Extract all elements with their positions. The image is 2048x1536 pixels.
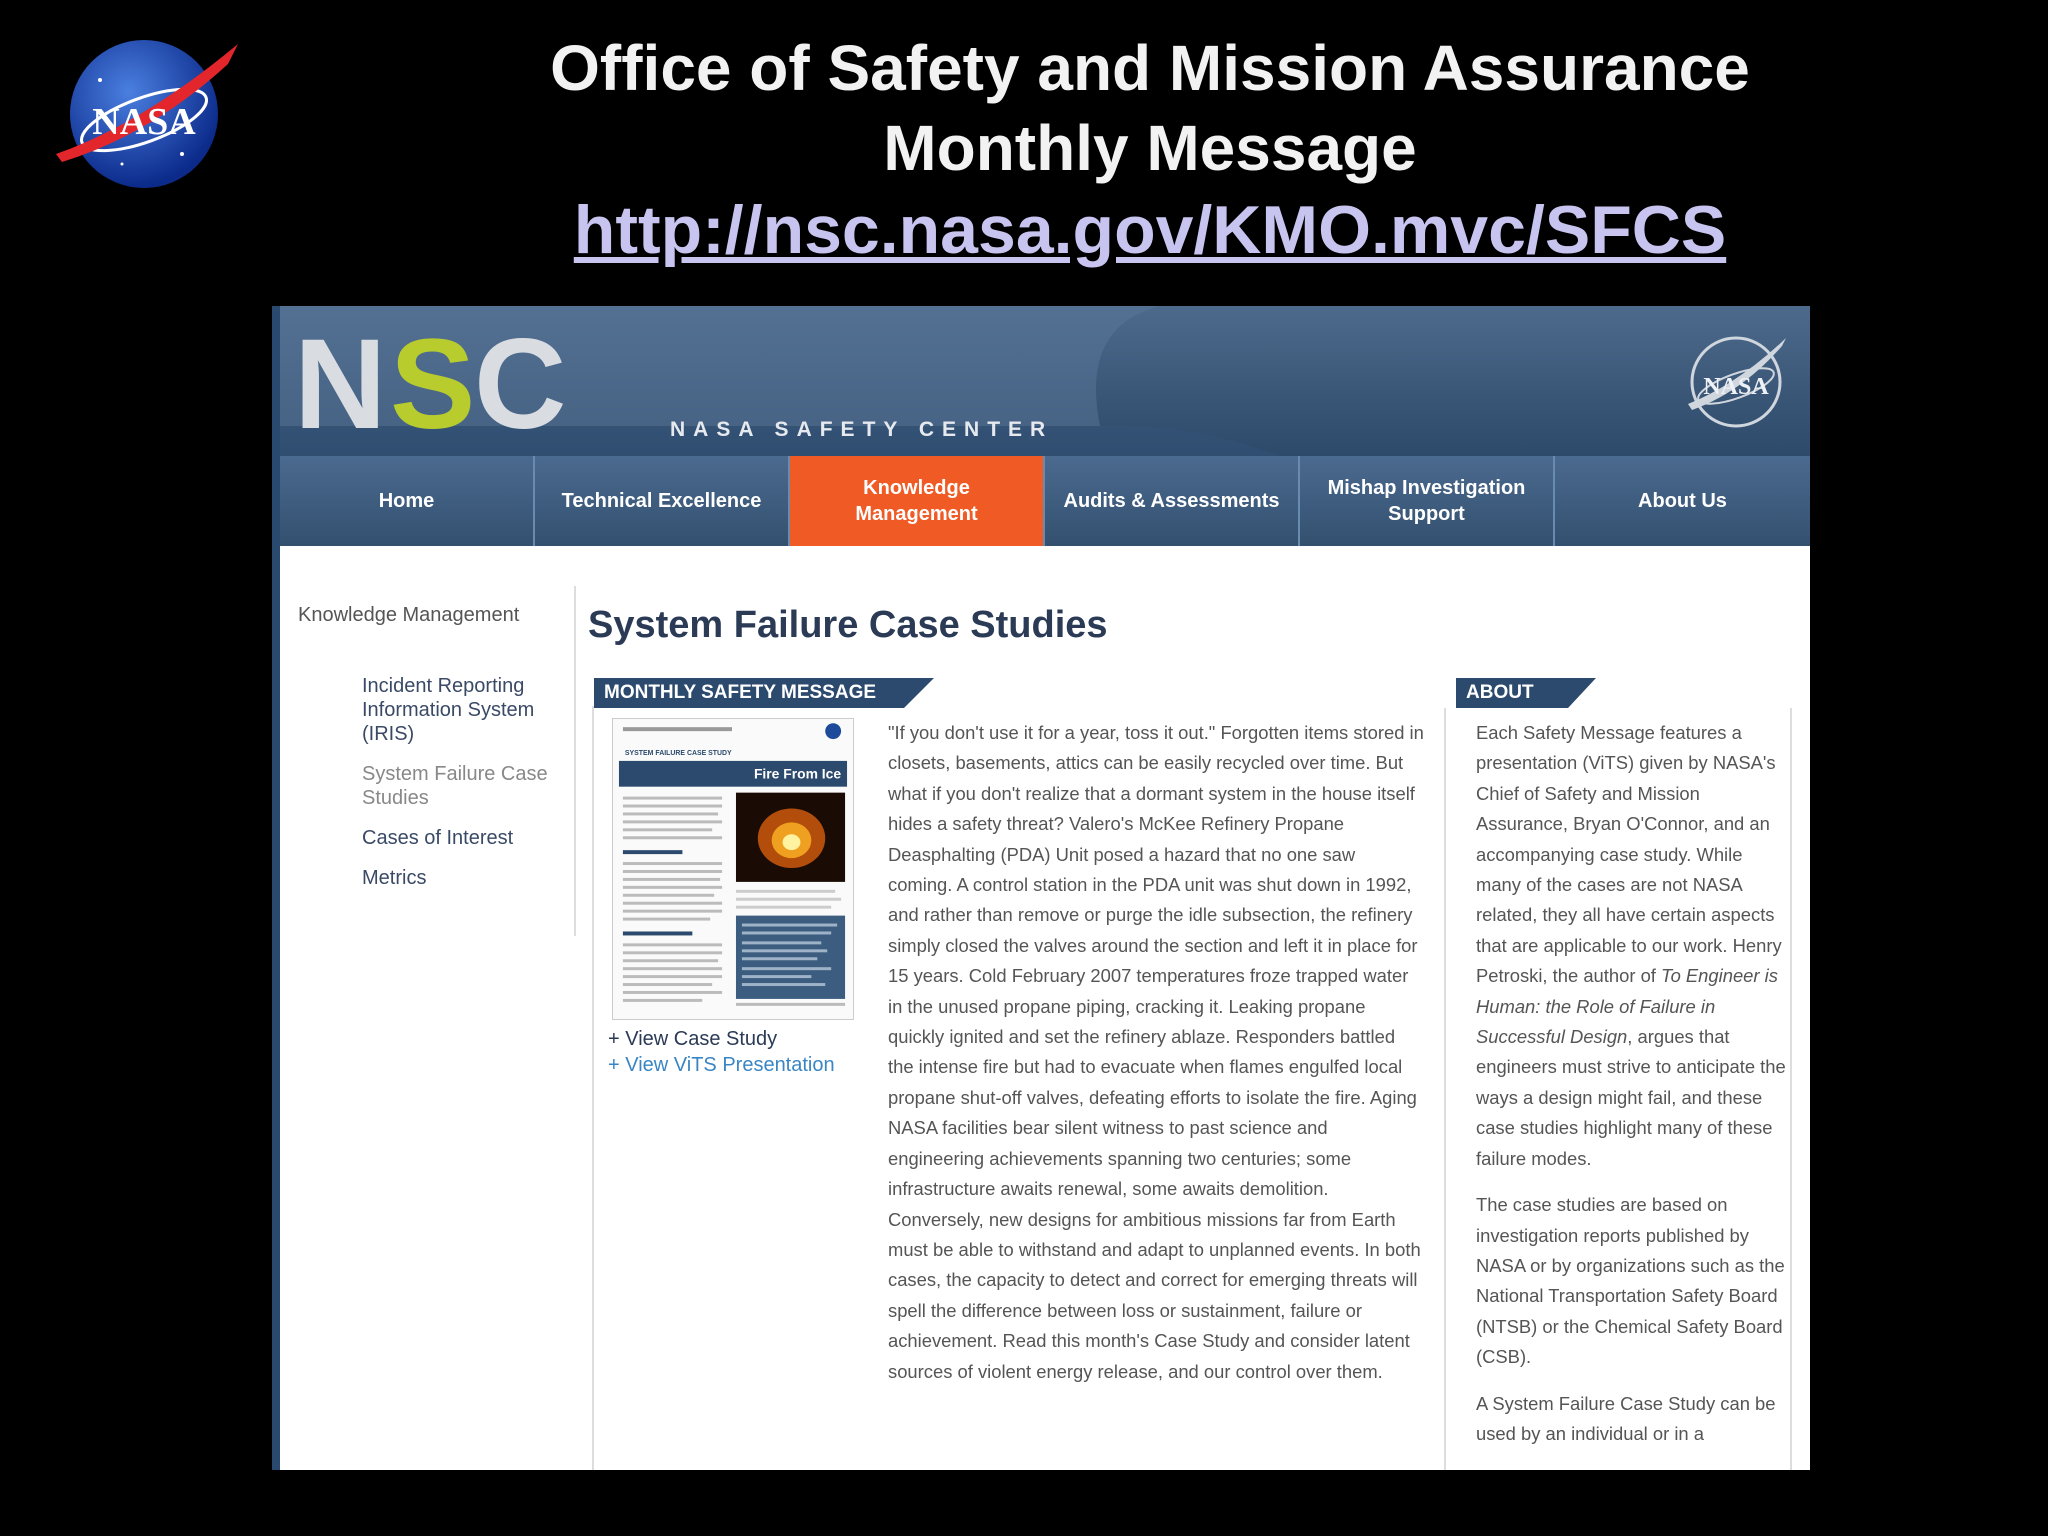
sidebar-divider	[574, 586, 576, 936]
nsc-logo[interactable]	[294, 330, 1054, 450]
main-nav	[280, 456, 1810, 546]
about-column-border-right	[1790, 708, 1792, 1470]
slide-title-line2: Monthly Message	[883, 112, 1417, 184]
about-section	[1476, 718, 1790, 1465]
about-column-border	[1444, 708, 1446, 1470]
svg-text:Fire From Ice: Fire From Ice	[753, 765, 842, 782]
slide-title-line1: Office of Safety and Mission Assurance	[550, 32, 1750, 104]
nasa-logo-small-icon[interactable]	[1682, 330, 1790, 430]
main-column-border	[592, 706, 594, 1470]
page-content	[280, 546, 1810, 1470]
slide-link[interactable]	[300, 190, 2000, 270]
case-study-thumbnail[interactable]	[612, 718, 854, 1020]
about-paragraph-2: The case studies are based on investigation reports published by NASA or by organizations such as the National Transportation Safety Board (NTSB) or the Chemical Safety Board (CSB).	[1476, 1194, 1785, 1368]
site-header	[280, 306, 1810, 456]
svg-text:NASA: NASA	[92, 101, 196, 143]
sidebar-list	[362, 674, 572, 906]
nav-about-us[interactable]: About Us	[1638, 490, 1727, 512]
page-title: System Failure Case Studies	[588, 604, 1108, 646]
view-case-study-link[interactable]: + View Case Study	[608, 1028, 778, 1050]
nav-mishap-investigation-support[interactable]: Mishap Investigation Support	[1300, 456, 1555, 546]
sidebar-title[interactable]: Knowledge Management	[298, 604, 520, 626]
nsc-logo-subtitle: NASA SAFETY CENTER	[670, 418, 1054, 441]
book-title: To Engineer is Human: the Role of Failure in Successful Design	[1476, 965, 1778, 1048]
nsc-logo-c: C	[474, 330, 563, 450]
sidebar-item-system-failure-case-studies[interactable]: System Failure Case Studies	[362, 763, 548, 809]
thumbnail-links	[608, 1026, 835, 1078]
monthly-safety-message-tab: MONTHLY SAFETY MESSAGE	[594, 678, 934, 708]
nav-knowledge-management[interactable]: Knowledge Management	[790, 456, 1045, 546]
nav-audits-assessments[interactable]: Audits & Assessments	[1045, 456, 1300, 546]
svg-text:NASA: NASA	[1703, 374, 1769, 400]
slide-url-link[interactable]: http://nsc.nasa.gov/KMO.mvc/SFCS	[573, 192, 1727, 268]
sidebar-item-cases-of-interest[interactable]: Cases of Interest	[362, 827, 514, 849]
sidebar-item-metrics[interactable]: Metrics	[362, 867, 427, 889]
nsc-logo-s: S	[390, 330, 472, 450]
about-paragraph-1: Each Safety Message features a presentation (ViTS) given by NASA's Chief of Safety and Mission Assurance, Bryan O'Connor, and an accompanying case study. While many of the cases are not NASA related, they all have certain aspects that are applicable to our work. Henry Petroski, the author of To Engineer is Human: the Role of Failure in Successful Design, argues that engineers must strive to anticipate the ways a design might fail, and these case studies highlight many of these failure modes.	[1476, 722, 1786, 1169]
view-vits-presentation-link[interactable]: + View ViTS Presentation	[608, 1054, 835, 1076]
website-screenshot	[272, 306, 1810, 1470]
nsc-logo-n: N	[294, 330, 383, 450]
monthly-message-text: "If you don't use it for a year, toss it out." Forgotten items stored in closets, basements, attics can be easily recycled over time. But what if you don't realize that a dormant system in the house itself hides a safety threat? Valero's McKee Refinery Propane Deasphalting (PDA) Unit posed a hazard that no one saw coming. A control station in the PDA unit was shut down in 1992, and rather than remove or purge the idle subsection, the refinery simply closed the valves around the section and left it in place for 15 years. Cold February 2007 temperatures froze trapped water in the unused propane piping, cracking it. Leaking propane quickly ignited and set the refinery ablaze. Responders battled the intense fire but had to evacuate when flames engulfed local propane shut-off valves, defeating efforts to isolate the fire. Aging NASA facilities bear silent witness to past science and engineering achievements spanning two centuries; some infrastructure awaits renewal, some awaits demolition. Conversely, new designs for ambitious missions far from Earth must be able to withstand and adapt to unplanned events. In both cases, the capacity to detect and correct for emerging threats will spell the difference between loss or sustainment, failure or achievement. Read this month's Case Study and consider latent sources of violent energy release, and our control over them.	[888, 722, 1424, 1382]
nav-technical-excellence[interactable]: Technical Excellence	[535, 456, 790, 546]
about-tab: ABOUT	[1456, 678, 1596, 708]
nav-home[interactable]: Home	[280, 456, 535, 546]
nasa-meatball-logo-icon	[52, 34, 240, 192]
svg-text:SYSTEM FAILURE CASE STUDY: SYSTEM FAILURE CASE STUDY	[624, 749, 732, 757]
about-paragraph-3: A System Failure Case Study can be used by an individual or in a	[1476, 1392, 1776, 1444]
sidebar-item-iris[interactable]: Incident Reporting Information System (IRIS)	[362, 675, 535, 745]
